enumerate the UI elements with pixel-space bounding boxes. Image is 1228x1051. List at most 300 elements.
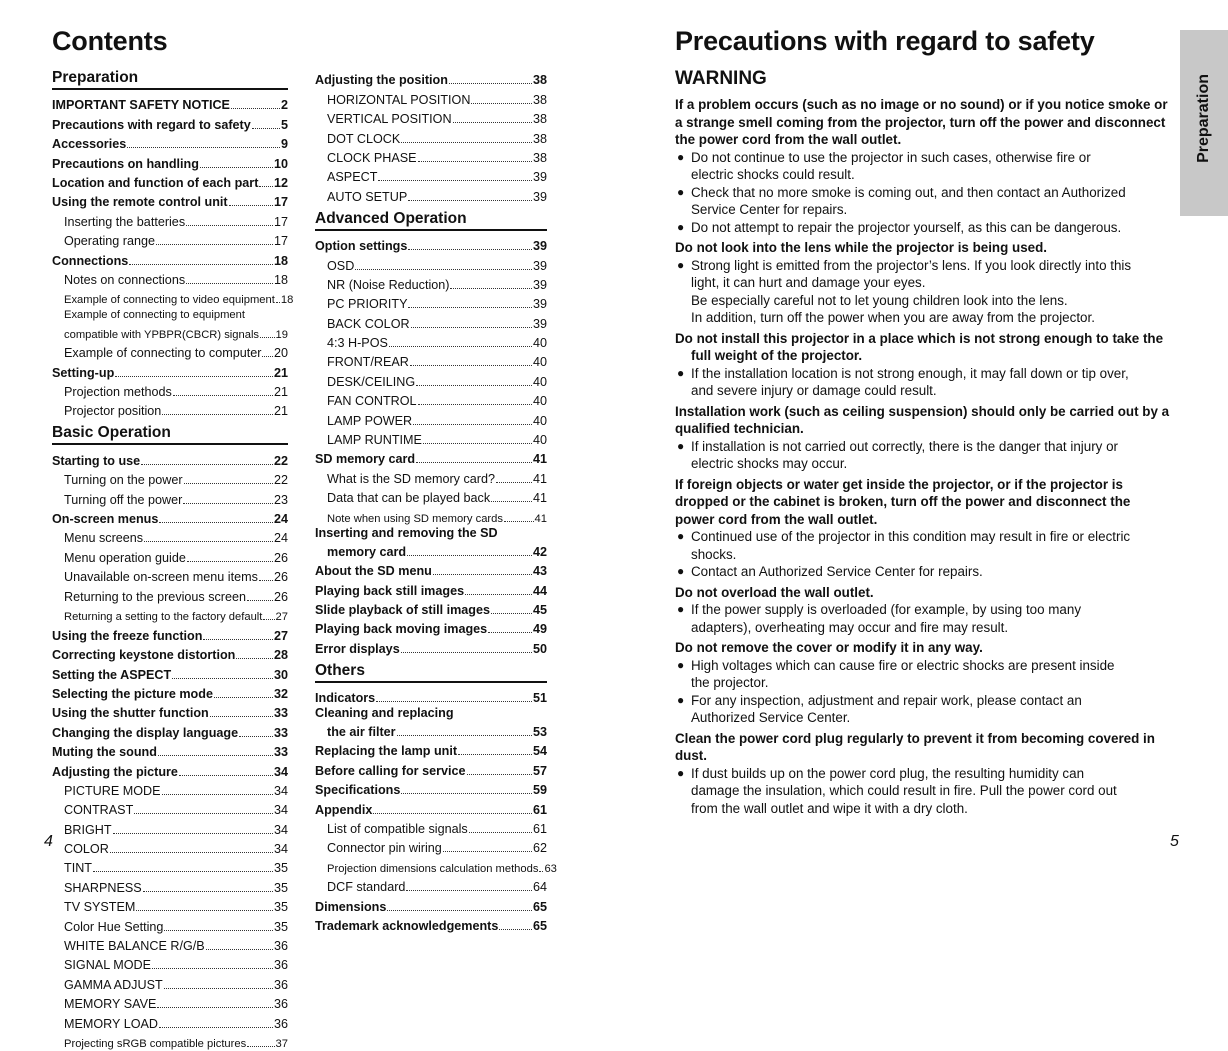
toc-section-heading: Others bbox=[315, 662, 547, 683]
toc-entry-label: Example of connecting to video equipment bbox=[64, 294, 275, 307]
toc-entry bbox=[315, 108, 547, 127]
toc-leader-dots bbox=[408, 293, 532, 308]
toc-entry bbox=[52, 760, 288, 779]
safety-bullet-line: damage the insulation, which could result in fire. Pull the power cord out bbox=[691, 783, 1117, 798]
toc-entry-page: 39 bbox=[532, 277, 547, 292]
toc-entry bbox=[315, 706, 547, 720]
toc-entry bbox=[52, 566, 288, 585]
safety-bullet bbox=[675, 184, 1171, 219]
safety-bullet-line: Authorized Service Center. bbox=[691, 710, 851, 725]
toc-entry bbox=[52, 172, 288, 191]
safety-heading: Installation work (such as ceiling suspension) should only be carried out by a qualified technician. bbox=[675, 403, 1170, 436]
toc-leader-dots bbox=[172, 663, 273, 678]
toc-leader-dots bbox=[406, 876, 532, 891]
toc-entry bbox=[315, 69, 547, 88]
toc-entry-label: Appendix bbox=[315, 802, 373, 817]
toc-entry-label: VERTICAL POSITION bbox=[327, 112, 452, 127]
toc-leader-dots bbox=[262, 342, 273, 357]
safety-bullet-line: In addition, turn off the power when you are away from the projector. bbox=[691, 310, 1095, 325]
toc-entry-page: 27 bbox=[275, 610, 288, 623]
toc-entry bbox=[315, 876, 547, 895]
toc-entry-label: BACK COLOR bbox=[327, 316, 410, 331]
toc-leader-dots bbox=[471, 88, 532, 103]
toc-entry-label: Returning a setting to the factory default bbox=[64, 610, 263, 623]
toc-entry-label: Slide playback of still images bbox=[315, 602, 490, 617]
toc-entry-label: DOT CLOCK bbox=[327, 131, 401, 146]
toc-leader-dots bbox=[389, 332, 532, 347]
toc-entry-label: Note when using SD memory cards bbox=[327, 512, 503, 525]
toc-entry-label: Using the remote control unit bbox=[52, 195, 228, 210]
safety-bullet-line: the projector. bbox=[691, 675, 769, 690]
toc-entry-label: TV SYSTEM bbox=[64, 900, 136, 915]
safety-bullet bbox=[675, 765, 1171, 818]
toc-entry bbox=[52, 469, 288, 488]
toc-entry-label: AUTO SETUP bbox=[327, 189, 408, 204]
toc-entry bbox=[52, 993, 288, 1012]
toc-entry bbox=[315, 390, 547, 409]
toc-entry-page: 22 bbox=[273, 473, 288, 488]
toc-entry-page: 54 bbox=[532, 744, 547, 759]
toc-entry-label: Selecting the picture mode bbox=[52, 686, 213, 701]
toc-entry-label: Specifications bbox=[315, 783, 401, 798]
toc-entry bbox=[52, 113, 288, 132]
toc-entry-page: 36 bbox=[273, 1016, 288, 1031]
toc-entry-label: Notes on connections bbox=[64, 272, 186, 287]
toc-entry-page: 41 bbox=[532, 471, 547, 486]
safety-title: Precautions with regard to safety bbox=[675, 26, 1095, 56]
toc-leader-dots bbox=[210, 702, 273, 717]
toc-entry bbox=[52, 288, 294, 308]
toc-leader-dots bbox=[141, 449, 273, 464]
bullet-icon: ● bbox=[677, 184, 685, 199]
toc-entry-page: 22 bbox=[273, 453, 288, 468]
page-number-left: 4 bbox=[44, 833, 53, 850]
bullet-icon: ● bbox=[677, 365, 685, 380]
toc-leader-dots bbox=[488, 618, 532, 633]
toc-entry bbox=[52, 663, 288, 682]
toc-entry-page: 26 bbox=[273, 589, 288, 604]
toc-entry-page: 17 bbox=[273, 195, 288, 210]
safety-bullet-line: Check that no more smoke is coming out, and then contact an Authorized bbox=[691, 184, 1126, 200]
toc-leader-dots bbox=[408, 185, 532, 200]
toc-entry bbox=[52, 191, 288, 210]
toc-entry-page: 26 bbox=[273, 570, 288, 585]
toc-entry-label: Setting the ASPECT bbox=[52, 667, 172, 682]
toc-entry-page: 62 bbox=[532, 841, 547, 856]
toc-entry-label: CONTRAST bbox=[64, 803, 134, 818]
toc-leader-dots bbox=[467, 759, 532, 774]
toc-entry-page: 36 bbox=[273, 939, 288, 954]
toc-entry bbox=[52, 896, 288, 915]
toc-entry-page: 53 bbox=[532, 724, 547, 739]
toc-entry bbox=[315, 88, 547, 107]
toc-leader-dots bbox=[136, 896, 273, 911]
toc-entry-page: 39 bbox=[532, 170, 547, 185]
toc-entry bbox=[52, 400, 288, 419]
toc-entry bbox=[52, 915, 288, 934]
toc-entry-label: Using the shutter function bbox=[52, 706, 209, 721]
safety-bullet bbox=[675, 438, 1171, 473]
toc-entry-page: 36 bbox=[273, 977, 288, 992]
toc-entry bbox=[52, 721, 288, 740]
safety-bullet-line: Do not continue to use the projector in such cases, otherwise fire or bbox=[691, 149, 1091, 165]
toc-leader-dots bbox=[115, 361, 273, 376]
toc-entry-label: SHARPNESS bbox=[64, 880, 142, 895]
safety-bullet-line: Contact an Authorized Service Center for repairs. bbox=[691, 564, 983, 579]
toc-leader-dots bbox=[469, 818, 532, 833]
toc-entry bbox=[315, 370, 547, 389]
toc-entry-label: Precautions on handling bbox=[52, 156, 199, 171]
toc-entry-page: 57 bbox=[532, 763, 547, 778]
toc-entry-page: 59 bbox=[532, 783, 547, 798]
toc-entry bbox=[315, 409, 547, 428]
toc-leader-dots bbox=[159, 508, 273, 523]
toc-entry bbox=[315, 740, 547, 759]
toc-leader-dots bbox=[214, 683, 273, 698]
toc-entry-page: 42 bbox=[532, 544, 547, 559]
toc-entry bbox=[52, 94, 288, 113]
toc-entry bbox=[52, 838, 288, 857]
toc-leader-dots bbox=[186, 269, 273, 284]
toc-entry-label: Projector position bbox=[64, 404, 162, 419]
toc-entry-label: Error displays bbox=[315, 641, 400, 656]
safety-bullet-line: High voltages which can cause fire or electric shocks are present inside bbox=[691, 657, 1115, 673]
page-number-right: 5 bbox=[1170, 833, 1179, 850]
toc-leader-dots bbox=[239, 721, 273, 736]
toc-column-2 bbox=[315, 69, 557, 934]
safety-heading: If foreign objects or water get inside the projector, or if the projector is dropped or the cabinet is broken, turn off the power and disconnect the power cord from the wall outlet. bbox=[675, 476, 1131, 527]
toc-entry-label: BRIGHT bbox=[64, 822, 112, 837]
safety-bullet-line: For any inspection, adjustment and repair work, please contact an bbox=[691, 692, 1082, 708]
toc-entry bbox=[52, 546, 288, 565]
toc-entry-label: Muting the sound bbox=[52, 745, 157, 760]
safety-heading: Do not overload the wall outlet. bbox=[675, 584, 874, 600]
toc-entry bbox=[315, 254, 547, 273]
toc-entry-page: 41 bbox=[534, 512, 547, 525]
toc-entry-page: 34 bbox=[273, 822, 288, 837]
toc-entry bbox=[52, 741, 288, 760]
toc-entry-label: Location and function of each part bbox=[52, 175, 259, 190]
toc-entry-label: Example of connecting to equipment bbox=[64, 308, 245, 321]
toc-section-heading: Preparation bbox=[52, 69, 288, 90]
toc-entry-label: Correcting keystone distortion bbox=[52, 648, 236, 663]
toc-entry-label: the air filter bbox=[327, 724, 396, 739]
toc-entry-page: 44 bbox=[532, 583, 547, 598]
toc-leader-dots bbox=[93, 857, 273, 872]
toc-entry-label: Dimensions bbox=[315, 899, 387, 914]
safety-heading: Do not install this projector in a place which is not strong enough to take the full weight of the projector. bbox=[675, 330, 1164, 363]
toc-entry-page: 39 bbox=[532, 316, 547, 331]
toc-leader-dots bbox=[260, 322, 275, 337]
toc-entry-label: Adjusting the position bbox=[315, 73, 448, 88]
toc-entry-page: 40 bbox=[532, 336, 547, 351]
toc-entry-page: 36 bbox=[273, 997, 288, 1012]
toc-entry bbox=[315, 467, 547, 486]
toc-entry-page: 37 bbox=[275, 1037, 288, 1050]
toc-entry-label: Example of connecting to computer bbox=[64, 346, 262, 361]
toc-leader-dots bbox=[162, 780, 273, 795]
toc-entry-page: 17 bbox=[273, 234, 288, 249]
safety-heading: If a problem occurs (such as no image or no sound) or if you notice smoke or a strange smell coming from the projector, turn off the power and disconnect the power cord from the wall outlet. bbox=[675, 97, 1168, 147]
side-tab-text: Preparation bbox=[1195, 74, 1212, 163]
safety-bullet-line: electric shocks may occur. bbox=[691, 456, 848, 471]
toc-entry-page: 24 bbox=[273, 531, 288, 546]
safety-bullet bbox=[675, 219, 1171, 237]
toc-leader-dots bbox=[203, 624, 273, 639]
toc-entry bbox=[315, 526, 547, 540]
toc-entry-label: Playing back still images bbox=[315, 583, 465, 598]
safety-bullet-line: from the wall outlet and wipe it with a dry cloth. bbox=[691, 800, 968, 816]
toc-entry bbox=[315, 856, 557, 876]
toc-leader-dots bbox=[259, 566, 273, 581]
toc-entry-label: Returning to the previous screen bbox=[64, 589, 247, 604]
toc-entry bbox=[52, 857, 288, 876]
toc-leader-dots bbox=[143, 876, 273, 891]
toc-entry-page: 33 bbox=[273, 725, 288, 740]
toc-entry-page: 27 bbox=[273, 628, 288, 643]
toc-entry-page: 38 bbox=[532, 92, 547, 107]
safety-bullet bbox=[675, 365, 1171, 400]
toc-entry-label: DESK/CEILING bbox=[327, 374, 416, 389]
toc-leader-dots bbox=[411, 312, 532, 327]
toc-entry bbox=[315, 351, 547, 370]
toc-entry-label: LAMP POWER bbox=[327, 413, 413, 428]
safety-heading: Do not look into the lens while the projector is being used. bbox=[675, 240, 1047, 255]
toc-entry bbox=[52, 818, 288, 837]
toc-entry-page: 24 bbox=[273, 512, 288, 527]
toc-entry-label: Turning off the power bbox=[64, 492, 183, 507]
toc-entry-page: 34 bbox=[273, 783, 288, 798]
toc-entry bbox=[52, 605, 288, 625]
toc-leader-dots bbox=[407, 540, 532, 555]
toc-entry-label: WHITE BALANCE R/G/B bbox=[64, 939, 205, 954]
toc-leader-dots bbox=[110, 838, 273, 853]
toc-entry-label: compatible with YPBPR(CBCR) signals bbox=[64, 328, 260, 341]
toc-entry-page: 39 bbox=[532, 189, 547, 204]
toc-leader-dots bbox=[416, 370, 532, 385]
bullet-icon: ● bbox=[677, 257, 685, 272]
toc-entry-label: Connections bbox=[52, 253, 129, 268]
toc-entry-label: Replacing the lamp unit bbox=[315, 744, 458, 759]
toc-entry-label: MEMORY SAVE bbox=[64, 997, 157, 1012]
bullet-icon: ● bbox=[677, 602, 685, 616]
toc-leader-dots bbox=[259, 172, 273, 187]
toc-leader-dots bbox=[113, 818, 273, 833]
safety-bullet bbox=[675, 657, 1171, 692]
toc-entry-label: Starting to use bbox=[52, 453, 141, 468]
safety-bullet-line: Continued use of the projector in this condition may result in fire or electric bbox=[691, 529, 1131, 544]
toc-entry bbox=[52, 702, 288, 721]
toc-entry-page: 51 bbox=[532, 691, 547, 706]
toc-leader-dots bbox=[443, 837, 532, 852]
safety-bullet-line: If dust builds up on the power cord plug, the resulting humidity can bbox=[691, 765, 1085, 781]
toc-entry-label: Connector pin wiring bbox=[327, 841, 442, 856]
toc-leader-dots bbox=[401, 127, 532, 142]
toc-leader-dots bbox=[401, 779, 532, 794]
toc-entry bbox=[52, 508, 288, 527]
safety-bullet bbox=[675, 149, 1171, 184]
toc-leader-dots bbox=[206, 935, 273, 950]
toc-entry bbox=[315, 487, 547, 506]
toc-entry-page: 49 bbox=[532, 622, 547, 637]
toc-leader-dots bbox=[423, 429, 532, 444]
toc-entry bbox=[52, 780, 288, 799]
toc-entry bbox=[315, 274, 547, 293]
toc-leader-dots bbox=[247, 585, 273, 600]
safety-bullet bbox=[675, 692, 1171, 727]
toc-leader-dots bbox=[504, 506, 534, 521]
toc-leader-dots bbox=[129, 249, 273, 264]
toc-entry bbox=[52, 449, 288, 468]
toc-leader-dots bbox=[387, 895, 532, 910]
toc-entry-label: Changing the display language bbox=[52, 725, 239, 740]
toc-leader-dots bbox=[491, 487, 532, 502]
bullet-icon: ● bbox=[677, 438, 685, 453]
toc-leader-dots bbox=[491, 599, 532, 614]
toc-leader-dots bbox=[231, 94, 280, 109]
toc-entry-label: What is the SD memory card? bbox=[327, 471, 495, 486]
toc-entry-page: 41 bbox=[532, 491, 547, 506]
safety-bullet bbox=[675, 257, 1171, 327]
toc-entry bbox=[52, 230, 288, 249]
safety-bullet bbox=[675, 563, 1171, 581]
safety-bullet-line: Service Center for repairs. bbox=[691, 202, 848, 217]
toc-entry-label: Menu screens bbox=[64, 531, 144, 546]
toc-entry bbox=[52, 249, 288, 268]
toc-leader-dots bbox=[184, 469, 273, 484]
toc-entry-label: PC PRIORITY bbox=[327, 297, 408, 312]
toc-entry-label: List of compatible signals bbox=[327, 821, 468, 836]
toc-entry-label: SIGNAL MODE bbox=[64, 958, 152, 973]
toc-entry bbox=[52, 342, 288, 361]
safety-heading: Clean the power cord plug regularly to prevent it from becoming covered in dust. bbox=[675, 730, 1155, 763]
toc-leader-dots bbox=[373, 798, 532, 813]
toc-leader-dots bbox=[187, 546, 273, 561]
safety-bullet bbox=[675, 601, 1171, 636]
toc-entry bbox=[315, 506, 547, 526]
toc-entry-label: Projecting sRGB compatible pictures bbox=[64, 1037, 247, 1050]
toc-entry bbox=[52, 210, 288, 229]
toc-leader-dots bbox=[162, 400, 273, 415]
toc-entry-page: 36 bbox=[273, 958, 288, 973]
toc-entry bbox=[52, 624, 288, 643]
toc-entry-label: Inserting the batteries bbox=[64, 214, 186, 229]
toc-entry-page: 17 bbox=[273, 214, 288, 229]
toc-entry-page: 40 bbox=[532, 394, 547, 409]
toc-entry-page: 20 bbox=[273, 346, 288, 361]
toc-section-heading: Advanced Operation bbox=[315, 210, 547, 231]
toc-entry bbox=[315, 147, 547, 166]
toc-entry-page: 65 bbox=[532, 919, 547, 934]
toc-entry-page: 10 bbox=[273, 156, 288, 171]
toc-leader-dots bbox=[173, 381, 273, 396]
toc-entry-page: 45 bbox=[532, 602, 547, 617]
toc-entry bbox=[315, 312, 547, 331]
toc-entry-label: Precautions with regard to safety bbox=[52, 117, 251, 132]
toc-entry-page: 28 bbox=[273, 648, 288, 663]
toc-entry bbox=[315, 895, 547, 914]
safety-heading: Do not remove the cover or modify it in any way. bbox=[675, 640, 983, 655]
toc-leader-dots bbox=[134, 799, 273, 814]
toc-entry-label: About the SD menu bbox=[315, 564, 432, 579]
safety-bullet bbox=[675, 528, 1171, 563]
safety-bullet-line: Strong light is emitted from the projector’s lens. If you look directly into this bbox=[691, 257, 1132, 273]
toc-entry-label: ASPECT bbox=[327, 170, 378, 185]
warning-heading: WARNING bbox=[675, 68, 767, 89]
safety-bullet-line: electric shocks could result. bbox=[691, 167, 855, 182]
toc-entry-label: Trademark acknowledgements bbox=[315, 919, 499, 934]
toc-entry bbox=[52, 935, 288, 954]
toc-entry bbox=[315, 798, 547, 817]
toc-entry bbox=[315, 818, 547, 837]
toc-entry bbox=[315, 540, 547, 559]
toc-entry-page: 18 bbox=[280, 294, 294, 307]
toc-entry-page: 35 bbox=[273, 900, 288, 915]
bullet-icon: ● bbox=[677, 219, 685, 234]
toc-leader-dots bbox=[413, 409, 532, 424]
toc-entry-page: 40 bbox=[532, 413, 547, 428]
toc-entry-page: 34 bbox=[273, 764, 288, 779]
toc-entry-page: 65 bbox=[532, 899, 547, 914]
toc-entry bbox=[52, 152, 288, 171]
toc-entry-page: 26 bbox=[273, 550, 288, 565]
toc-entry bbox=[52, 361, 288, 380]
toc-leader-dots bbox=[453, 108, 532, 123]
toc-entry bbox=[52, 799, 288, 818]
safety-bullet-line: If installation is not carried out correctly, there is the danger that injury or bbox=[691, 438, 1118, 454]
safety-bullet-line: shocks. bbox=[691, 546, 737, 562]
toc-entry bbox=[315, 560, 547, 579]
toc-entry-label: Inserting and removing the SD bbox=[315, 526, 498, 540]
toc-entry bbox=[315, 637, 547, 656]
toc-entry-label: PICTURE MODE bbox=[64, 783, 161, 798]
toc-entry-label: OSD bbox=[327, 258, 355, 273]
toc-leader-dots bbox=[164, 915, 273, 930]
toc-entry-label: IMPORTANT SAFETY NOTICE bbox=[52, 98, 230, 113]
toc-entry bbox=[52, 308, 288, 322]
toc-leader-dots bbox=[410, 351, 532, 366]
toc-entry-page: 39 bbox=[532, 258, 547, 273]
toc-entry bbox=[315, 429, 547, 448]
toc-entry-label: LAMP RUNTIME bbox=[327, 433, 422, 448]
toc-entry-page: 21 bbox=[273, 404, 288, 419]
safety-bullet-line: light, it can hurt and damage your eyes. bbox=[691, 275, 926, 290]
toc-entry bbox=[315, 837, 547, 856]
bullet-icon: ● bbox=[677, 564, 685, 578]
toc-entry bbox=[52, 954, 288, 973]
toc-entry-label: memory card bbox=[327, 544, 407, 559]
toc-leader-dots bbox=[183, 488, 273, 503]
toc-entry bbox=[315, 687, 547, 706]
toc-entry-page: 38 bbox=[532, 150, 547, 165]
toc-entry-page: 12 bbox=[273, 175, 288, 190]
toc-entry-page: 34 bbox=[273, 842, 288, 857]
bullet-icon: ● bbox=[677, 765, 685, 780]
toc-leader-dots bbox=[408, 235, 532, 250]
toc-entry bbox=[315, 721, 547, 740]
bullet-icon: ● bbox=[677, 529, 685, 543]
toc-entry-label: Operating range bbox=[64, 234, 156, 249]
contents-title: Contents bbox=[52, 26, 168, 56]
toc-entry-page: 35 bbox=[273, 861, 288, 876]
toc-entry-label: Cleaning and replacing bbox=[315, 706, 454, 721]
toc-leader-dots bbox=[496, 467, 532, 482]
toc-entry-label: MEMORY LOAD bbox=[64, 1016, 159, 1031]
bullet-icon: ● bbox=[677, 149, 685, 164]
toc-entry-label: Indicators bbox=[315, 691, 376, 706]
toc-entry-page: 35 bbox=[273, 880, 288, 895]
toc-entry bbox=[52, 644, 288, 663]
